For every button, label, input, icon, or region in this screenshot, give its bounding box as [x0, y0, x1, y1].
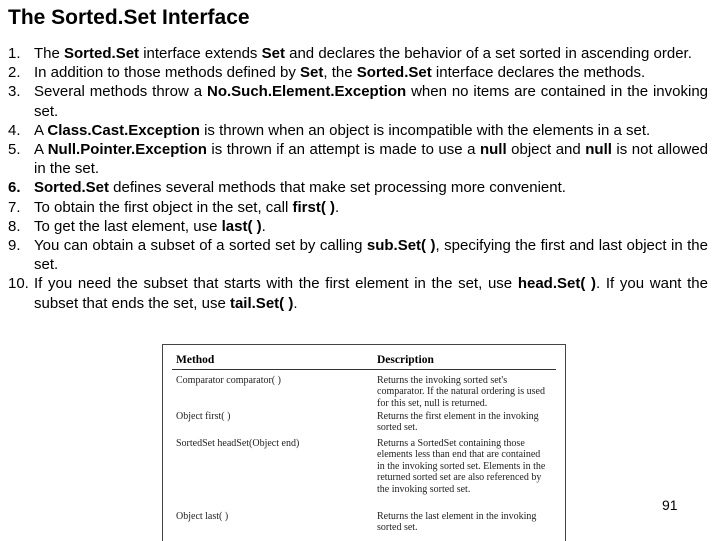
item-number: 8.	[8, 217, 21, 235]
description-column-header: Description	[377, 354, 434, 366]
method-description: Returns the first element in the invoking sorted set.	[377, 411, 539, 434]
method-description: Returns a SortedSet containing those elements less than end that are contained in the invoking sorted set. Elements in the returned sorted set are also referenced by the invoking sorted set.	[377, 438, 546, 495]
item-number: 1.	[8, 45, 21, 62]
page-number: 91	[662, 497, 678, 513]
item-text: To obtain the first object in the set, call first( ).	[34, 198, 340, 216]
method-signature: Object first( )	[176, 411, 231, 422]
item-number: 10.	[8, 275, 29, 293]
item-text: If you need the subset that starts with the first element in the set, use head.Set( ). If you want the subset that ends the set, use tail.Set( ).	[34, 275, 708, 312]
list-item	[8, 140, 708, 178]
list-item	[8, 217, 708, 236]
item-number: 4.	[8, 121, 21, 139]
item-text: The Sorted.Set interface extends Set and declares the behavior of a set sorted in ascending order.	[34, 45, 692, 62]
list-item	[8, 121, 708, 140]
method-description: Returns the invoking sorted set's comparator. If the natural ordering is used for this set, null is returned.	[377, 375, 545, 409]
list-item	[8, 198, 708, 217]
header-divider	[172, 369, 556, 370]
item-number: 7.	[8, 198, 21, 216]
item-text: Several methods throw a No.Such.Element.Exception when no items are contained in the invoking set.	[34, 83, 708, 120]
item-text: Sorted.Set defines several methods that make set processing more convenient.	[34, 179, 566, 197]
method-table-image	[162, 344, 566, 541]
method-description: Returns the last element in the invoking sorted set.	[377, 511, 537, 534]
item-number: 9.	[8, 237, 21, 255]
item-text: To get the last element, use last( ).	[34, 217, 266, 235]
item-number: 6.	[8, 179, 21, 197]
item-number: 5.	[8, 141, 21, 159]
item-number: 3.	[8, 83, 21, 101]
method-column-header: Method	[176, 354, 215, 366]
method-signature: Comparator comparator( )	[176, 375, 281, 386]
slide-title: The Sorted.Set Interface	[8, 6, 250, 29]
list-item	[8, 236, 708, 274]
list-item	[8, 274, 708, 312]
list-item	[8, 82, 708, 120]
item-number: 2.	[8, 64, 21, 82]
item-text: You can obtain a subset of a sorted set by calling sub.Set( ), specifying the first and last object in the set.	[34, 237, 708, 274]
method-signature: Object last( )	[176, 511, 229, 522]
item-text: A Null.Pointer.Exception is thrown if an attempt is made to use a null object and null is not allowed in the set.	[34, 141, 709, 178]
bullet-list	[8, 44, 708, 313]
list-item	[8, 178, 708, 197]
item-text: In addition to those methods defined by Set, the Sorted.Set interface declares the methods.	[34, 64, 646, 82]
list-item	[8, 44, 708, 63]
method-signature: SortedSet headSet(Object end)	[176, 438, 300, 449]
item-text: A Class.Cast.Exception is thrown when an object is incompatible with the elements in a set.	[34, 121, 651, 139]
list-item	[8, 63, 708, 82]
